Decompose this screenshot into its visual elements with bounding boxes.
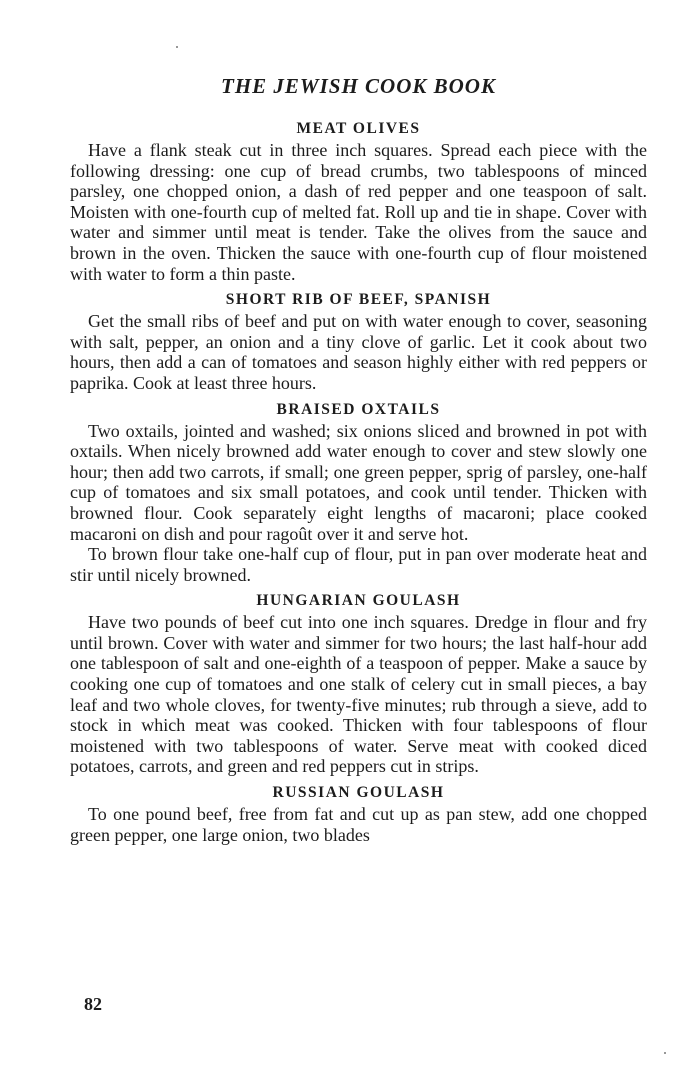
recipe-title: BRAISED OXTAILS — [276, 400, 441, 418]
recipe-title: MEAT OLIVES — [296, 120, 421, 137]
page-body — [70, 64, 647, 851]
page-number: 82 — [84, 994, 102, 1014]
recipe-title: SHORT RIB OF BEEF, SPANISH — [225, 291, 492, 309]
recipe-russian-goulash — [70, 783, 647, 845]
running-head: THE JEWISH COOK BOOK — [221, 74, 496, 98]
recipe-paragraph: To brown flour take one-half cup of flour, put in pan over moderate heat and stir until nicely browned. — [70, 544, 647, 585]
scan-speck — [664, 1052, 666, 1054]
recipe-meat-olives — [70, 119, 647, 284]
recipe-braised-oxtails — [70, 400, 647, 586]
recipe-title: HUNGARIAN GOULASH — [256, 592, 461, 610]
recipe-title: RUSSIAN GOULASH — [272, 784, 445, 802]
recipe-paragraph: Have two pounds of beef cut into one inch squares. Dredge in flour and fry until brown. Cover with water and simmer for two hours; the last half-hour add one tablespoon of salt and one-eighth of a teaspoon of pepper. Make a sauce by cooking one cup of tomatoes and one stalk of celery cut in small pieces, a bay leaf and two whole cloves, for twenty-five minutes; rub through a sieve, add to stock in which meat was cooked. Thicken with four tablespoons of flour moistened with two tablespoons of water. Serve meat with cooked diced potatoes, carrots, and green and red peppers cut in strips. — [70, 612, 647, 777]
recipe-hungarian-goulash — [70, 591, 647, 777]
recipe-paragraph: Two oxtails, jointed and washed; six onions sliced and browned in pot with oxtails. When nicely browned add water enough to cover and stew slowly one hour; then add two carrots, if small; one green pepper, sprig of parsley, one-half cup of tomatoes and six small potatoes, and cook until tender. Thicken with browned flour. Cook separately eight lengths of macaroni; place cooked macaroni on dish and pour ragoût over it and serve hot. — [70, 420, 647, 544]
recipe-short-rib-of-beef-spanish — [70, 290, 647, 393]
recipe-paragraph: To one pound beef, free from fat and cut up as pan stew, add one chopped green pepper, one large onion, two blades — [70, 804, 647, 845]
recipe-paragraph: Have a flank steak cut in three inch squares. Spread each piece with the following dressing: one cup of bread crumbs, two tablespoons of minced parsley, one chopped onion, a dash of red pepper and one teaspoon of salt. Moisten with one-fourth cup of melted fat. Roll up and tie in shape. Cover with water and simmer until meat is tender. Take the olives from the sauce and brown in the oven. Thicken the sauce with one-fourth cup of flour moistened with water to form a thin paste. — [70, 140, 647, 284]
recipe-paragraph: Get the small ribs of beef and put on with water enough to cover, seasoning with salt, pepper, an onion and a tiny clove of garlic. Let it cook about two hours, then add a can of tomatoes and season highly either with red peppers or paprika. Cook at least three hours. — [70, 311, 647, 393]
scan-speck — [176, 46, 178, 48]
